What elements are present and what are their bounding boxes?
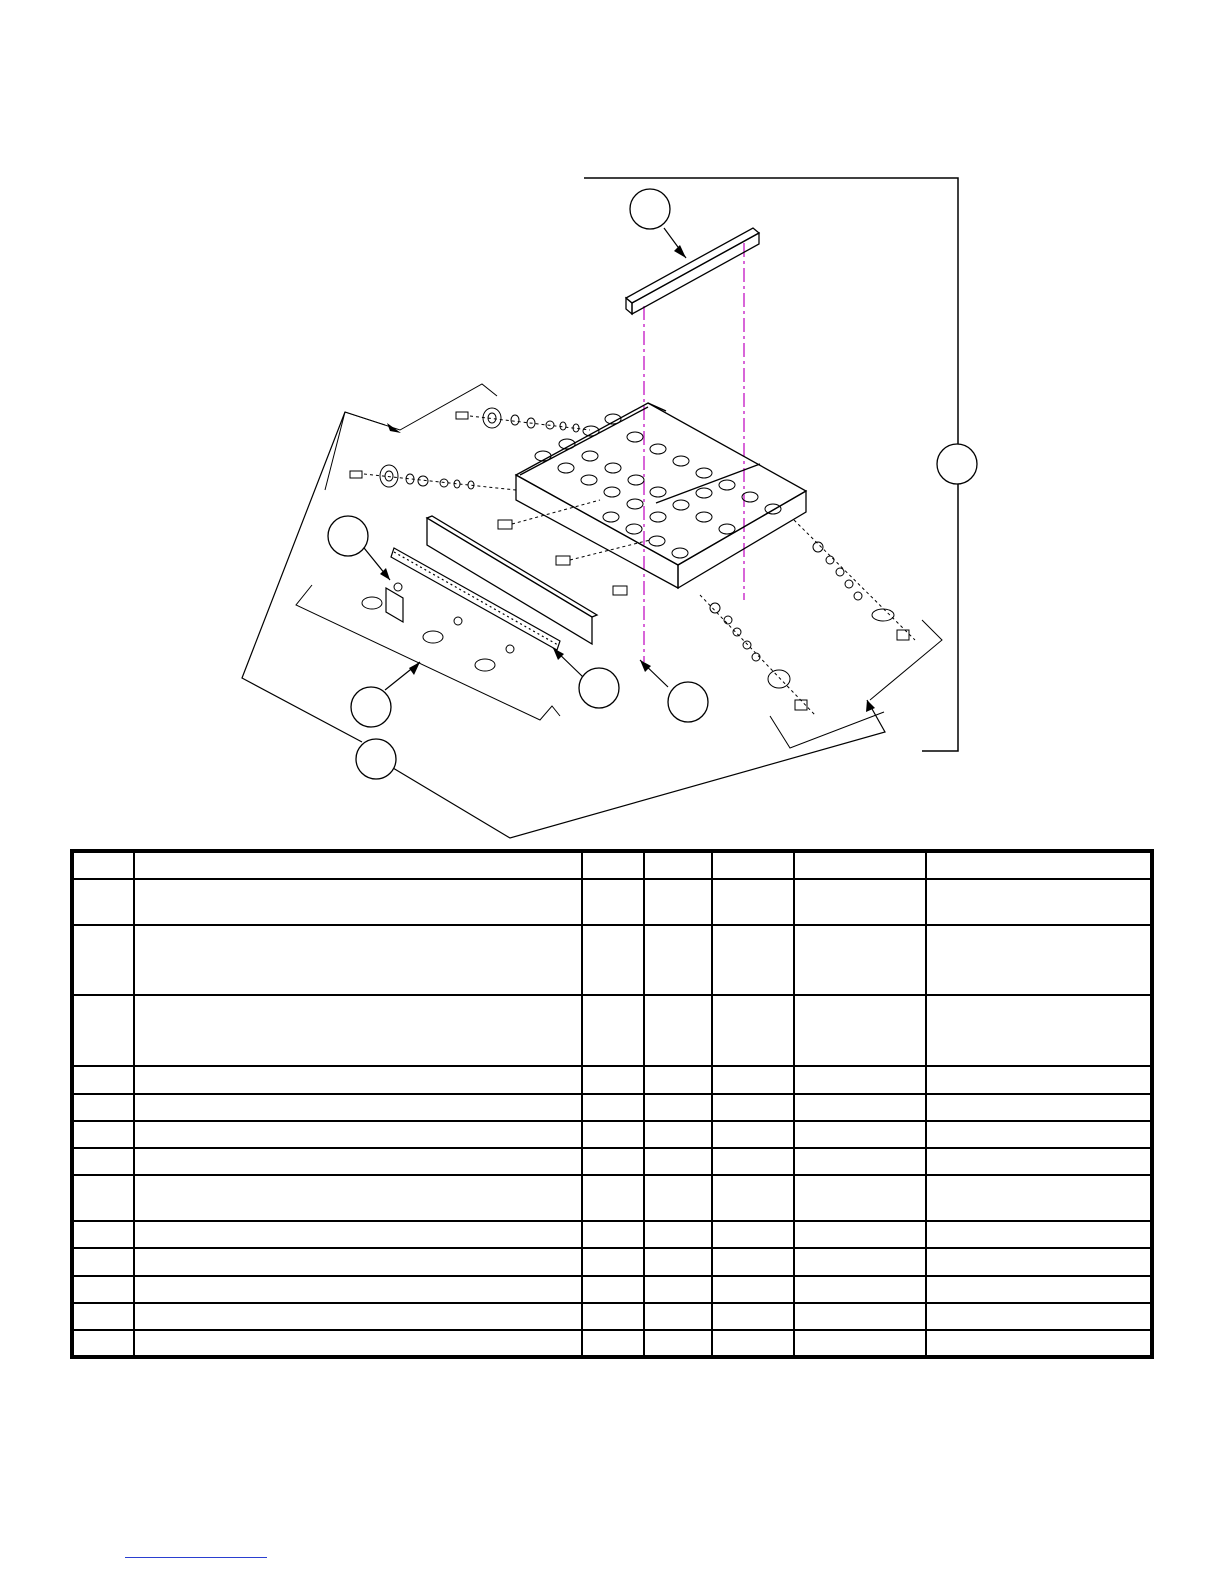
wing-nuts <box>362 583 514 671</box>
header-cell <box>712 851 794 879</box>
table-cell <box>926 925 1152 995</box>
table-cell <box>644 1303 712 1330</box>
table-cell <box>926 1148 1152 1175</box>
table-cell <box>794 1330 926 1357</box>
header-cell <box>794 851 926 879</box>
table-cell <box>712 1248 794 1275</box>
table-cell <box>72 1175 134 1221</box>
group-outline-right <box>770 620 942 748</box>
table-cell <box>712 925 794 995</box>
table-cell <box>72 1248 134 1275</box>
middle-fastener-group <box>350 465 516 490</box>
table-cell <box>72 995 134 1065</box>
footer-link[interactable] <box>125 1557 267 1558</box>
table-cell <box>926 1303 1152 1330</box>
table-cell <box>794 879 926 925</box>
table-row <box>72 1094 1152 1121</box>
table-cell <box>926 1121 1152 1148</box>
header-cell <box>134 851 582 879</box>
table-cell <box>794 1276 926 1303</box>
table-cell <box>134 925 582 995</box>
table-row <box>72 1248 1152 1275</box>
centerlines <box>644 243 744 662</box>
table-cell <box>72 1094 134 1121</box>
assembly-bracket <box>584 178 958 751</box>
header-cell <box>926 851 1152 879</box>
table-cell <box>794 1303 926 1330</box>
table-row <box>72 1221 1152 1248</box>
table-cell <box>794 1221 926 1248</box>
table-cell <box>582 1066 644 1094</box>
table-row <box>72 879 1152 925</box>
table-cell <box>926 1175 1152 1221</box>
table-cell <box>794 1248 926 1275</box>
table-cell <box>712 1330 794 1357</box>
callout-balloon-3 <box>328 516 368 556</box>
header-cell <box>582 851 644 879</box>
table-cell <box>582 1175 644 1221</box>
table-cell <box>134 1175 582 1221</box>
table-cell <box>134 1276 582 1303</box>
top-bar-part <box>626 228 759 314</box>
table-cell <box>794 1094 926 1121</box>
table-cell <box>712 1066 794 1094</box>
table-cell <box>134 1094 582 1121</box>
table-cell <box>926 1248 1152 1275</box>
table-cell <box>644 1248 712 1275</box>
table-cell <box>72 1221 134 1248</box>
table-cell <box>134 1248 582 1275</box>
callout-balloons <box>328 189 977 779</box>
table-cell <box>72 1330 134 1357</box>
table-cell <box>794 1066 926 1094</box>
table-cell <box>644 1330 712 1357</box>
table-cell <box>582 1276 644 1303</box>
table-cell <box>712 1094 794 1121</box>
table-cell <box>644 1221 712 1248</box>
table-cell <box>72 1121 134 1148</box>
ruler-part <box>391 548 560 650</box>
table-cell <box>644 1066 712 1094</box>
table-cell <box>582 1303 644 1330</box>
header-cell <box>72 851 134 879</box>
callout-balloon-4 <box>351 687 391 727</box>
table-cell <box>926 995 1152 1065</box>
table-cell <box>712 1276 794 1303</box>
table-header-row <box>72 851 1152 879</box>
table-cell <box>712 1175 794 1221</box>
table-cell <box>712 1121 794 1148</box>
table-row <box>72 1276 1152 1303</box>
table-cell <box>134 1221 582 1248</box>
table-row <box>72 925 1152 995</box>
table-cell <box>134 1121 582 1148</box>
parts-list-table <box>70 849 1154 1359</box>
table-cell <box>926 879 1152 925</box>
table-cell <box>72 925 134 995</box>
table-cell <box>644 925 712 995</box>
table-cell <box>72 1276 134 1303</box>
table-cell <box>644 1094 712 1121</box>
table-cell <box>134 879 582 925</box>
callout-balloon-6 <box>668 682 708 722</box>
table-cell <box>644 1121 712 1148</box>
right-fastener-stack-upper <box>794 520 915 640</box>
upper-fastener-group <box>456 408 590 432</box>
leader-arrowheads <box>380 245 875 712</box>
table-cell <box>712 879 794 925</box>
table-cell <box>582 1148 644 1175</box>
table-cell <box>134 1303 582 1330</box>
table-row <box>72 995 1152 1065</box>
table-row <box>72 1303 1152 1330</box>
table-cell <box>644 1175 712 1221</box>
table-cell <box>582 1330 644 1357</box>
table-cell <box>582 1121 644 1148</box>
table-cell <box>582 995 644 1065</box>
table-cell <box>72 1066 134 1094</box>
table-cell <box>794 1175 926 1221</box>
table-cell <box>926 1066 1152 1094</box>
table-cell <box>926 1094 1152 1121</box>
callout-balloon-2 <box>937 444 977 484</box>
table-cell <box>582 1094 644 1121</box>
table-cell <box>712 1148 794 1175</box>
table-cell <box>712 1303 794 1330</box>
table-cell <box>712 995 794 1065</box>
callout-balloon-1 <box>630 189 670 229</box>
table-cell <box>72 1148 134 1175</box>
table-cell <box>794 1121 926 1148</box>
table-cell <box>926 1221 1152 1248</box>
table-cell <box>134 1330 582 1357</box>
table-cell <box>644 879 712 925</box>
table-cell <box>644 1148 712 1175</box>
table-cell <box>926 1330 1152 1357</box>
table-row <box>72 1121 1152 1148</box>
table-row <box>72 1148 1152 1175</box>
table-cell <box>794 995 926 1065</box>
table-cell <box>582 1248 644 1275</box>
table-cell <box>582 1221 644 1248</box>
tray-screws <box>498 500 650 595</box>
table-cell <box>134 1148 582 1175</box>
table-cell <box>72 879 134 925</box>
table-cell <box>794 1148 926 1175</box>
callout-balloon-7 <box>356 739 396 779</box>
table-cell <box>644 995 712 1065</box>
table-cell <box>926 1276 1152 1303</box>
tray-part <box>516 403 806 588</box>
table-cell <box>134 995 582 1065</box>
table-row <box>72 1066 1152 1094</box>
table-cell <box>72 1303 134 1330</box>
header-cell <box>644 851 712 879</box>
table-cell <box>644 1276 712 1303</box>
table-cell <box>712 1221 794 1248</box>
table-cell <box>794 925 926 995</box>
right-fastener-stack-lower <box>700 595 815 715</box>
table-cell <box>134 1066 582 1094</box>
table-cell <box>582 925 644 995</box>
callout-balloon-5 <box>579 668 619 708</box>
table-row <box>72 1330 1152 1357</box>
table-row <box>72 1175 1152 1221</box>
fence-bracket-part <box>386 588 403 622</box>
table-cell <box>582 879 644 925</box>
